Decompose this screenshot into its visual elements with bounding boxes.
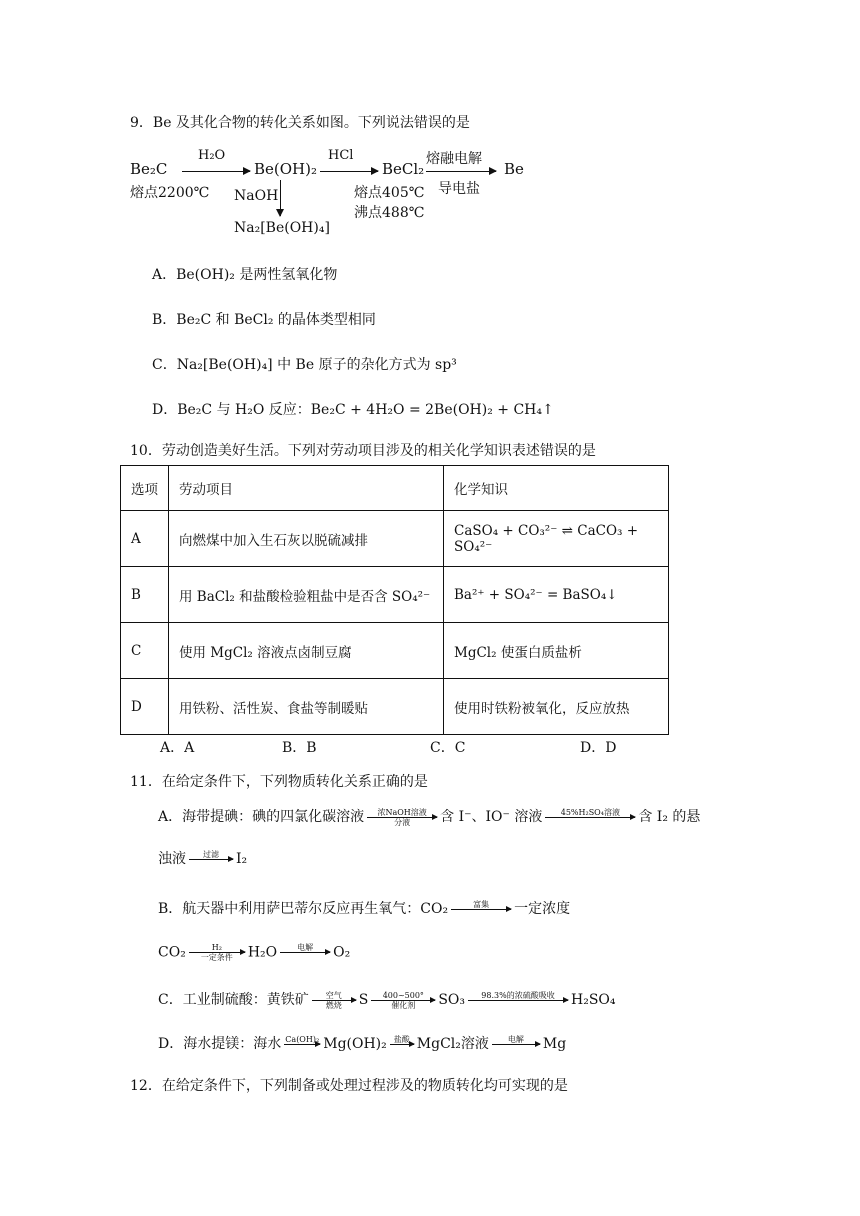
arrow-top: 富集 (473, 899, 490, 909)
q10-stem: 10．劳动创造美好生活。下列对劳动项目涉及的相关化学知识表述错误的是 (130, 443, 596, 459)
text: 含 I⁻、IO⁻ 溶液 (440, 809, 543, 825)
table-header-row (121, 466, 669, 511)
arrow-top: 45%H₂SO₄溶液 (560, 807, 620, 817)
beoh2: Be(OH)₂ (254, 160, 317, 178)
arrow-top: 空气 (325, 990, 342, 1000)
melt-elec-label: 熔融电解 (426, 151, 482, 167)
q10-answer-b: B．B (282, 740, 317, 756)
table-row (121, 511, 669, 567)
reaction-arrow (367, 808, 437, 827)
reaction-arrow (492, 1035, 540, 1054)
text: D．海水提镁：海水 (158, 1036, 282, 1052)
row-labor: 用铁粉、活性炭、食盐等制暖贴 (169, 679, 444, 735)
q9-option-a: A．Be(OH)₂ 是两性氢氧化物 (152, 267, 338, 283)
q11-option-b-line2 (158, 943, 350, 962)
reaction-arrow (284, 1035, 320, 1054)
reaction-arrow (280, 943, 330, 962)
reaction-arrow (371, 991, 435, 1010)
text: H₂SO₄ (571, 992, 616, 1008)
arrow-top: 98.3%的浓硫酸吸收 (481, 990, 555, 1000)
text: 一定浓度 (514, 901, 571, 917)
header-knowledge: 化学知识 (444, 466, 669, 511)
q11-option-d (158, 1033, 566, 1054)
q9-stem: 9．Be 及其化合物的转化关系如图。下列说法错误的是 (130, 115, 470, 131)
q11-option-a-line2 (158, 848, 247, 869)
h2o-label: H₂O (198, 148, 226, 163)
q9-scheme (130, 146, 540, 241)
row-knowledge: MgCl₂ 使蛋白质盐析 (444, 623, 669, 679)
q10-answer-a: A．A (160, 740, 195, 756)
arrow-bottom: 分液 (394, 817, 411, 827)
arrow-down (280, 180, 281, 216)
conduct-label: 导电盐 (438, 181, 480, 197)
header-labor: 劳动项目 (169, 466, 444, 511)
row-labor: 向燃煤中加入生石灰以脱硫减排 (169, 511, 444, 567)
q12-stem: 12．在给定条件下，下列制备或处理过程涉及的物质转化均可实现的是 (130, 1078, 568, 1094)
be2c: Be₂C (130, 160, 168, 178)
na2beoh4: Na₂[Be(OH)₄] (234, 220, 330, 236)
hcl-label: HCl (328, 148, 354, 163)
arrow-top: 浓NaOH溶液 (377, 807, 427, 817)
table-row (121, 679, 669, 735)
header-option: 选项 (121, 466, 169, 511)
row-label: B (121, 567, 169, 623)
arrow-top: 电解 (297, 943, 314, 952)
reaction-arrow (189, 943, 245, 962)
row-knowledge: 使用时铁粉被氧化，反应放热 (444, 679, 669, 735)
table-row (121, 567, 669, 623)
text: CO₂ (158, 944, 186, 961)
becl2: BeCl₂ (382, 160, 425, 178)
arrow-3 (426, 171, 496, 172)
text: S (358, 992, 369, 1008)
row-label: A (121, 511, 169, 567)
bp-becl2: 沸点488℃ (354, 205, 425, 221)
reaction-arrow (390, 1035, 414, 1054)
arrow-top: 盐酸 (393, 1034, 410, 1044)
text: I₂ (236, 851, 248, 867)
row-labor: 用 BaCl₂ 和盐酸检验粗盐中是否含 SO₄²⁻ (169, 567, 444, 623)
q11-option-c (158, 989, 616, 1010)
q10-answer-c: C．C (430, 740, 466, 756)
mp-be2c: 熔点2200℃ (130, 185, 210, 201)
row-label: C (121, 623, 169, 679)
arrow-top: 电解 (507, 1034, 524, 1044)
text: H₂O (247, 944, 278, 961)
text: A．海带提碘：碘的四氯化碳溶液 (158, 809, 365, 825)
reaction-arrow (451, 900, 511, 919)
q9-option-c: C．Na₂[Be(OH)₄] 中 Be 原子的杂化方式为 sp³ (152, 357, 457, 373)
q9-option-d: D．Be₂C 与 H₂O 反应：Be₂C + 4H₂O = 2Be(OH)₂ + CH₄↑ (152, 402, 554, 418)
naoh-label: NaOH (234, 188, 279, 204)
arrow-2 (320, 171, 378, 172)
be: Be (504, 160, 524, 178)
q11-option-b-line1 (158, 898, 570, 919)
text: 浊液 (158, 851, 186, 867)
arrow-bottom: 催化剂 (391, 1000, 416, 1010)
text: B．航天器中利用萨巴蒂尔反应再生氧气：CO₂ (158, 901, 449, 917)
text: 含 I₂ 的悬 (638, 809, 701, 825)
arrow-bottom: 燃烧 (325, 1000, 342, 1010)
q9-option-b: B．Be₂C 和 BeCl₂ 的晶体类型相同 (152, 312, 376, 328)
arrow-top: 过滤 (203, 849, 219, 859)
table-row (121, 623, 669, 679)
arrow-top: 400~500° (382, 990, 424, 1000)
reaction-arrow (545, 808, 635, 827)
reaction-arrow (312, 991, 356, 1010)
arrow-top: H₂ (211, 943, 222, 952)
arrow-bottom: 一定条件 (200, 953, 233, 962)
mp-becl2: 熔点405℃ (354, 185, 425, 201)
q11-option-a-line1 (158, 806, 700, 827)
text: Mg (542, 1036, 567, 1052)
row-labor: 使用 MgCl₂ 溶液点卤制豆腐 (169, 623, 444, 679)
row-label: D (121, 679, 169, 735)
q10-answer-d: D．D (580, 740, 617, 756)
arrow-top: Ca(OH)₂ (285, 1034, 320, 1044)
text: O₂ (333, 944, 351, 961)
q11-stem: 11．在给定条件下，下列物质转化关系正确的是 (130, 774, 428, 790)
reaction-arrow (189, 850, 233, 869)
text: C．工业制硫酸：黄铁矿 (158, 992, 309, 1008)
text: MgCl₂溶液 (416, 1036, 489, 1052)
reaction-arrow (468, 991, 568, 1010)
q10-table (120, 465, 669, 735)
text: Mg(OH)₂ (323, 1036, 387, 1052)
arrow-1 (182, 171, 250, 172)
text: SO₃ (438, 992, 465, 1008)
row-knowledge: CaSO₄ + CO₃²⁻ ⇌ CaCO₃ + SO₄²⁻ (444, 511, 669, 567)
row-knowledge: Ba²⁺ + SO₄²⁻ = BaSO₄↓ (444, 567, 669, 623)
